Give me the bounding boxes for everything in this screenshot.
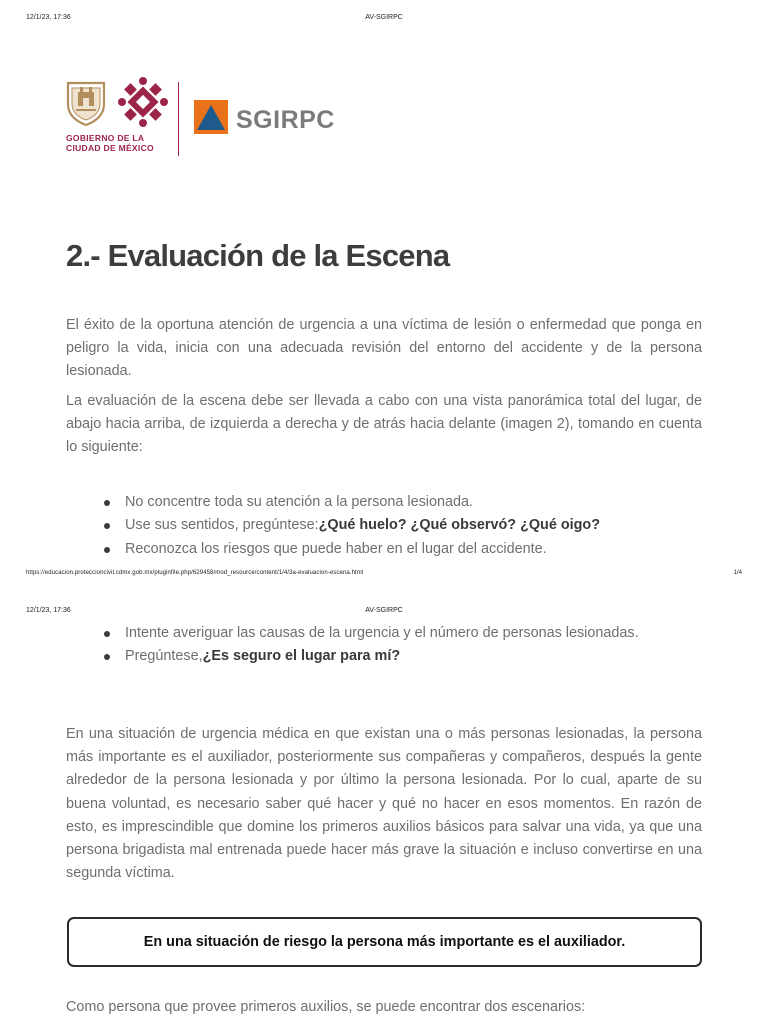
- bullet-icon: [104, 500, 110, 506]
- callout-box: [67, 917, 702, 967]
- logo-divider: [178, 82, 179, 156]
- print-title: AV-SGIRPC: [365, 14, 403, 21]
- cdmx-shield-icon: [66, 80, 106, 126]
- print-datetime: 12/1/23, 17:36: [26, 607, 71, 614]
- print-url: https://educacion.proteccioncivil.cdmx.gob.mx/pluginfile.php/629458/mod_resource/content/1/4/3a-evaluacion-escena.html: [26, 570, 364, 576]
- print-datetime: 12/1/23, 17:36: [26, 14, 71, 21]
- checklist-part-1: [66, 491, 702, 561]
- page-title: 2.- Evaluación de la Escena: [66, 238, 450, 273]
- gov-logo-text: [66, 133, 154, 153]
- print-header-page-2: [0, 607, 768, 621]
- bullet-icon: [104, 547, 110, 553]
- print-title: AV-SGIRPC: [365, 607, 403, 614]
- print-page-number: 1/4: [733, 570, 742, 576]
- bullet-icon: [104, 631, 110, 637]
- list-item: Intente averiguar las causas de la urgencia y el número de personas lesionadas.: [66, 622, 702, 645]
- gov-line-1: GOBIERNO DE LA: [66, 133, 145, 143]
- agency-name: SGIRPC: [236, 106, 335, 134]
- callout-text: En una situación de riesgo la persona más importante es el auxiliador.: [143, 934, 626, 950]
- bullet-icon: [104, 523, 110, 529]
- logo-bar: [66, 76, 366, 160]
- bullet-icon: [104, 654, 110, 660]
- paragraph-scenarios: Como persona que provee primeros auxilios, se puede encontrar dos escenarios:: [66, 999, 586, 1015]
- list-item: Reconozca los riesgos que puede haber en el lugar del accidente.: [66, 538, 702, 561]
- print-header: [0, 14, 768, 28]
- sgirpc-triangle-icon: [194, 100, 228, 134]
- gov-line-2: CIUDAD DE MÉXICO: [66, 143, 154, 153]
- checklist-part-2: [66, 622, 702, 669]
- paragraph-priority: En una situación de urgencia médica en que existan una o más personas lesionadas, la persona más importante es el auxiliador, posteriormente sus compañeras y compañeros, después la gente alrededor de la persona lesionada y por último la persona lesionada. Por lo cual, aparte de su buena voluntad, es necesario saber qué hacer y qué no hacer en esos momentos. En razón de esto, es imprescindible que domine los primeros auxilios básicos para salvar una vida, ya que una persona brigadista mal entrenada puede hacer más grave la situación e incluso convertirse en una segunda víctima.: [66, 726, 702, 882]
- paragraph-intro: El éxito de la oportuna atención de urgencia a una víctima de lesión o enfermedad que ponga en peligro la vida, inicia con una adecuada revisión del entorno del accidente y de la persona lesionada.: [66, 317, 702, 380]
- paragraph-scene-evaluation: La evaluación de la escena debe ser llevada a cabo con una vista panorámica total del lugar, de abajo hacia arriba, de izquierda a derecha y de atrás hacia delante (imagen 2), tomando en cuenta lo siguiente:: [66, 393, 702, 456]
- list-item: No concentre toda su atención a la persona lesionada.: [66, 491, 702, 514]
- list-item: Pregúntese,¿Es seguro el lugar para mí?: [66, 645, 702, 668]
- list-item: Use sus sentidos, pregúntese:¿Qué huelo? ¿Qué observó? ¿Qué oigo?: [66, 514, 702, 537]
- cdmx-emblem-icon: [118, 76, 168, 128]
